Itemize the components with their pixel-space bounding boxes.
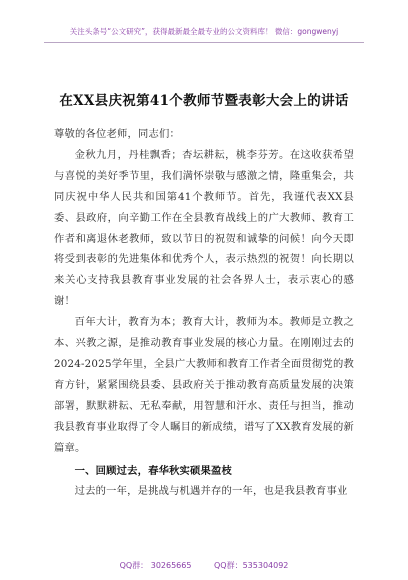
section-heading: 一、回顾过去，春华秋实硕果盈枝 [74,464,233,477]
footer-qq-group-2: QQ群：535304092 [214,561,289,570]
document-title: 在XX县庆祝第41个教师节暨表彰大会上的讲话 [59,93,349,109]
header-note: 关注头条号“公文研究”，获得最新最全最专业的公文资料库！ 微信：gongwenyj [69,27,339,36]
footer [0,560,408,571]
salutation: 尊敬的各位老师，同志们： [54,128,180,140]
header-divider [44,42,364,43]
body-paragraph-1: 金秋九月，丹桂飘香；杏坛耕耘，桃李芬芳。在这收获希望与喜悦的美好季节里，我们满怀崇敬与感激之情，隆重集会，共同庆祝中华人民共和国第41个教师节。首先，我谨代表XX县委、县政府，向辛勤工作在全县教育战线上的广大教师、教育工作者和离退休老教师，致以节日的祝贺和诚挚的问候！向今天即将受到表彰的先进集体和优秀个人，表示热烈的祝贺！向长期以来关心支持我县教育事业发展的社会各界人士，表示衷心的感谢！ [54,148,354,308]
section-paragraph: 过去的一年，是挑战与机遇并存的一年，也是我县教育事业 [74,485,348,498]
body-paragraph-2: 百年大计，教育为本；教育大计，教师为本。教师是立教之本、兴教之源，是推动教育事业发展的核心力量。在刚刚过去的2024-2025学年里，全县广大教师和教育工作者全面贯彻党的教育方针，紧紧围绕县委、县政府关于推动教育高质量发展的决策部署，默默耕耘、无私奉献，用智慧和汗水、责任与担当，推动我县教育事业取得了令人瞩目的新成绩，谱写了XX教育发展的新篇章。 [54,316,354,454]
document-body [54,124,354,502]
footer-qq-group-1: QQ群： 30265665 [119,561,192,570]
